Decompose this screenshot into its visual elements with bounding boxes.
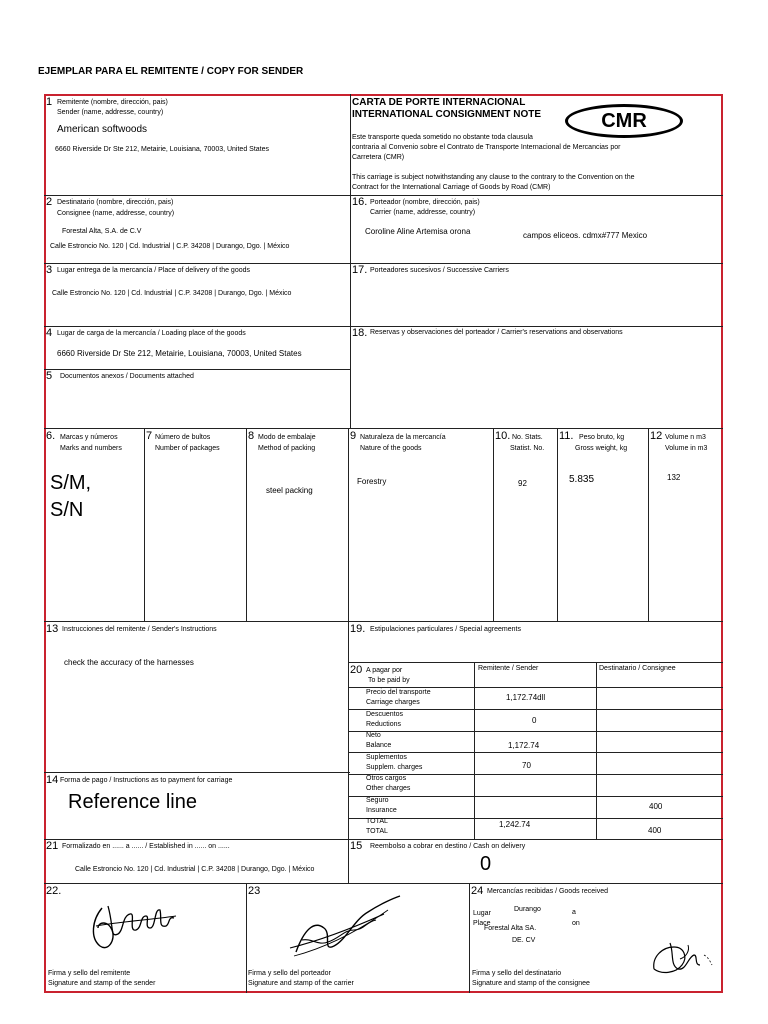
cmr-logo: CMR (565, 104, 683, 138)
sender-address: 6660 Riverside Dr Ste 212, Metairie, Louisiana, 70003, United States (55, 146, 270, 153)
box22-label-es: Firma y sello del remitente (48, 970, 131, 977)
box5-label: Documentos anexos / Documents attached (60, 373, 194, 380)
cmr-text-en-2: Contract for the International Carriage of Goods by Road (CMR) (352, 184, 551, 191)
carrier-name: Coroline Aline Artemisa orona (365, 227, 471, 236)
box19-number: 19. (350, 623, 366, 635)
box21-label: Formalizado en ...... a ...... / Established in ...... on ...... (62, 843, 230, 850)
row-total-sender: 1,242.74 (499, 820, 531, 829)
marks-value-1: S/M, (50, 472, 92, 494)
box16-label-es: Porteador (nombre, dirección, pais) (370, 199, 480, 206)
box24-label-sign-es: Firma y sello del destinatario (472, 970, 562, 977)
box15-number: 15 (350, 840, 363, 852)
box20-number: 20 (350, 664, 363, 676)
box20-label-en: To be paid by (368, 677, 410, 684)
box1-label-en: Sender (name, addresse, country) (57, 109, 164, 116)
payment-reference: Reference line (68, 791, 197, 813)
box23-label-es: Firma y sello del porteador (248, 970, 331, 977)
on-label: on (572, 920, 580, 927)
loading-place: 6660 Riverside Dr Ste 212, Metairie, Louisiana, 70003, United States (57, 349, 302, 358)
a-label: a (572, 909, 576, 916)
box14-number: 14 (46, 774, 59, 786)
cmr-text-en-1: This carriage is subject notwithstanding any clause to the contrary to the Convention on the (352, 174, 635, 181)
box6-number: 6. (46, 430, 56, 442)
box7-number: 7 (146, 430, 153, 442)
box8-number: 8 (248, 430, 255, 442)
box22-number: 22. (46, 885, 62, 897)
box11-label-es: Peso bruto, kg (579, 434, 625, 441)
volume-value: 132 (667, 473, 681, 482)
box22-label-en: Signature and stamp of the sender (48, 980, 156, 987)
cmr-text-es-2: contraria al Convenio sobre el Contrato de Transporte Internacional de Mercancias por (352, 144, 621, 151)
cmr-text-es-1: Este transporte queda sometido no obstante toda clausula (352, 134, 533, 141)
box2-number: 2 (46, 196, 53, 208)
box24-number: 24 (471, 885, 484, 897)
box11-label-en: Gross weight, kg (575, 445, 628, 452)
row-insurance-es: Seguro (366, 797, 389, 804)
row-total-en: TOTAL (366, 828, 388, 835)
box12-label-en: Volume in m3 (665, 445, 708, 452)
col-sender-header: Remitente / Sender (478, 665, 539, 672)
consignee-name: Forestal Alta, S.A. de C.V (62, 228, 142, 235)
delivery-place: Calle Estroncio No. 120 | Cd. Industrial | C.P. 34208 | Durango, Dgo. | México (52, 290, 292, 297)
received-company-2: DE. CV (512, 937, 536, 944)
consignee-signature (644, 935, 719, 980)
row-balance-sender: 1,172.74 (508, 741, 540, 750)
box19-label: Estipulaciones particulares / Special agreements (370, 626, 521, 633)
box13-number: 13 (46, 623, 59, 635)
row-balance-es: Neto (366, 732, 381, 739)
row-carriage-en: Carriage charges (366, 699, 420, 706)
box6-label-en: Marks and numbers (60, 445, 122, 452)
box11-number: 11. (559, 430, 574, 442)
row-other-es: Otros cargos (366, 775, 407, 782)
box1-number: 1 (46, 96, 53, 108)
box4-number: 4 (46, 327, 53, 339)
box12-label-es: Volume n m3 (665, 434, 706, 441)
box1-label-es: Remitente (nombre, dirección, pais) (57, 99, 168, 106)
col-consignee-header: Destinatario / Consignee (599, 665, 676, 672)
box12-number: 12 (650, 430, 663, 442)
row-total-es: TOTAL (366, 818, 388, 825)
box18-label: Reservas y observaciones del porteador / Carrier's reservations and observations (370, 329, 623, 336)
box24-label-sign-en: Signature and stamp of the consignee (472, 980, 590, 987)
box16-label-en: Carrier (name, addresse, country) (370, 209, 476, 216)
box14-label: Forma de pago / Instructions as to payment for carriage (60, 777, 233, 784)
box24-label: Mercancías recibidas / Goods received (487, 888, 608, 895)
packing-value: steel packing (266, 486, 313, 495)
marks-value-2: S/N (50, 499, 84, 521)
box13-label: Instrucciones del remitente / Sender's Instructions (62, 626, 217, 633)
row-supplem-es: Suplementos (366, 754, 407, 761)
box10-number: 10. (495, 430, 511, 442)
sender-signature (88, 898, 183, 953)
established-place: Calle Estroncio No. 120 | Cd. Industrial | C.P. 34208 | Durango, Dgo. | México (75, 866, 315, 873)
box23-number: 23 (248, 885, 261, 897)
box10-label-en: Statist. No. (510, 445, 545, 452)
box3-number: 3 (46, 264, 53, 276)
row-insurance-consignee: 400 (649, 802, 663, 811)
box9-label-en: Nature of the goods (360, 445, 422, 452)
row-reductions-en: Reductions (366, 721, 402, 728)
row-supplem-sender: 70 (522, 761, 531, 770)
gross-weight-value: 5.835 (569, 474, 595, 485)
box8-label-es: Modo de embalaje (258, 434, 316, 441)
box8-label-en: Method of packing (258, 445, 316, 452)
stats-value: 92 (518, 479, 527, 488)
received-company-1: Forestal Alta SA. (484, 925, 537, 932)
sender-instructions-value: check the accuracy of the harnesses (64, 658, 194, 667)
box2-label-es: Destinatario (nombre, dirección, pais) (57, 199, 174, 206)
row-supplem-en: Supplem. charges (366, 764, 423, 771)
cmr-title-es: CARTA DE PORTE INTERNACIONAL (352, 97, 526, 108)
row-insurance-en: Insurance (366, 807, 397, 814)
box9-label-es: Naturaleza de la mercancía (360, 434, 446, 441)
box4-label: Lugar de carga de la mercancía / Loading place of the goods (57, 330, 246, 337)
page-header: EJEMPLAR PARA EL REMITENTE / COPY FOR SENDER (38, 66, 304, 77)
place-label: Place (473, 920, 491, 927)
consignee-address: Calle Estroncio No. 120 | Cd. Industrial | C.P. 34208 | Durango, Dgo. | México (50, 243, 290, 250)
box3-label: Lugar entrega de la mercancía / Place of delivery of the goods (57, 267, 251, 274)
sender-name: American softwoods (57, 124, 148, 135)
box23-label-en: Signature and stamp of the carrier (248, 980, 354, 987)
box15-label: Reembolso a cobrar en destino / Cash on delivery (370, 843, 526, 850)
box20-label-es: A pagar por (366, 667, 403, 674)
row-total-consignee: 400 (648, 826, 662, 835)
row-carriage-sender: 1,172.74dll (506, 693, 546, 702)
cash-on-delivery-value: 0 (480, 853, 492, 875)
box5-number: 5 (46, 370, 53, 382)
lugar-label: Lugar (473, 910, 491, 917)
box9-number: 9 (350, 430, 357, 442)
goods-nature-value: Forestry (357, 477, 387, 486)
box6-label-es: Marcas y números (60, 434, 118, 441)
row-reductions-sender: 0 (532, 716, 537, 725)
carrier-address: campos eliceos. cdmx#777 Mexico (523, 231, 648, 240)
box18-number: 18. (352, 327, 368, 339)
carrier-signature (284, 890, 404, 965)
cmr-title-en: INTERNATIONAL CONSIGNMENT NOTE (352, 109, 542, 120)
cmr-text-es-3: Carretera (CMR) (352, 154, 405, 161)
box10-label-es: No. Stats. (512, 434, 543, 441)
box7-label-en: Number of packages (155, 445, 220, 452)
row-carriage-es: Precio del transporte (366, 689, 431, 696)
box17-label: Porteadores sucesivos / Successive Carriers (370, 267, 509, 274)
row-balance-en: Balance (366, 742, 392, 749)
box2-label-en: Consignee (name, addresse, country) (57, 210, 175, 217)
row-reductions-es: Descuentos (366, 711, 403, 718)
box21-number: 21 (46, 840, 59, 852)
box16-number: 16. (352, 196, 368, 208)
row-other-en: Other charges (366, 785, 411, 792)
received-city: Durango (514, 906, 541, 913)
box17-number: 17. (352, 264, 368, 276)
box7-label-es: Número de bultos (155, 434, 211, 441)
